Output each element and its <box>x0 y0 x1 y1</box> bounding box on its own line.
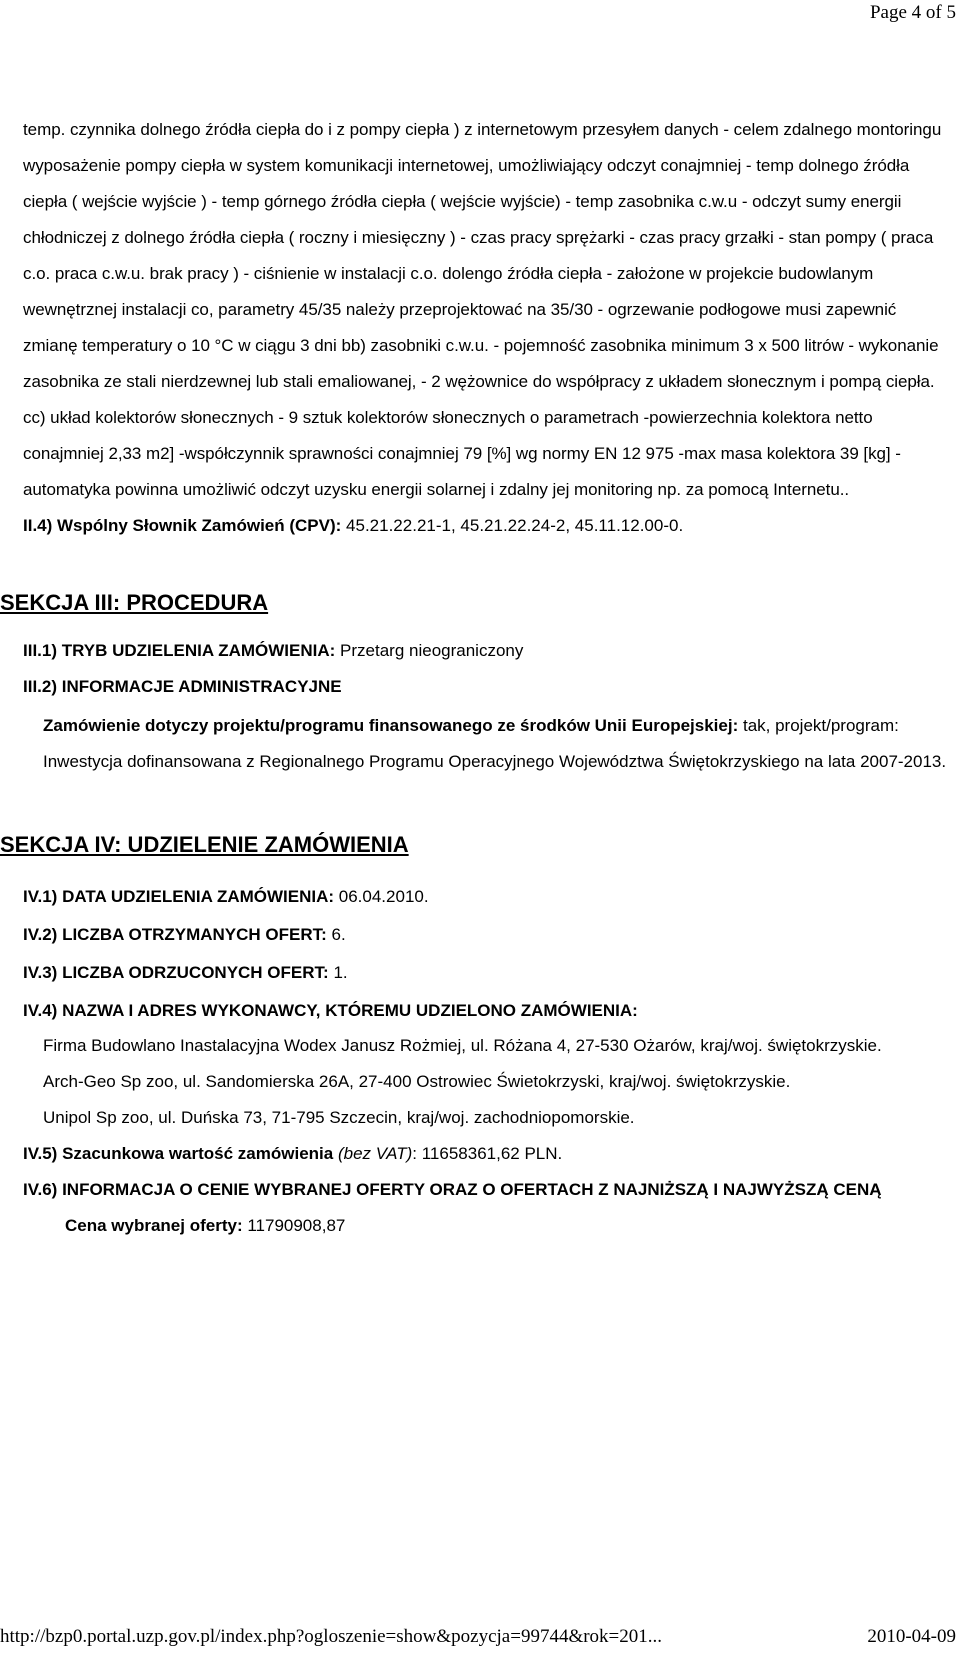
eu-funding-label: Zamówienie dotyczy projektu/programu finansowanego ze środków Unii Europejskiej: <box>43 716 739 735</box>
procedure-mode <box>23 636 948 666</box>
selected-offer-price <box>65 1208 948 1244</box>
award-date-label: IV.1) DATA UDZIELENIA ZAMÓWIENIA: <box>23 887 335 906</box>
offers-received-label: IV.2) LICZBA OTRZYMANYCH OFERT: <box>23 925 327 944</box>
admin-info-label: III.2) INFORMACJE ADMINISTRACYJNE <box>23 677 342 696</box>
section-4-title: SEKCJA IV: UDZIELENIE ZAMÓWIENIA <box>0 832 409 857</box>
estimated-value-note: (bez VAT) <box>337 1144 413 1163</box>
footer-date: 2010-04-09 <box>867 1626 956 1647</box>
specification-paragraph: temp. czynnika dolnego źródła ciepła do i z pompy ciepła ) z internetowym przesyłem danych - celem zdalnego montoringu wyposażenie pompy ciepła w system komunikacji internetowej, umożliwiający odczyt conajmniej - temp dolnego źródła ciepła ( wejście wyjście ) - temp górnego źródła ciepła ( wejście wyjście) - temp zasobnika c.w.u - odczyt sumy energii chłodniczej z dolnego źródła ciepła ( roczny i miesięczny ) - czas pracy sprężarki - czas pracy grzałki - stan pompy ( praca c.o. praca c.w.u. brak pracy ) - ciśnienie w instalacji c.o. dolengo źródła ciepła - założone w projekcie budowlanym wewnętrznej instalacji co, parametry 45/35 należy przeprojektować na 35/30 - ogrzewanie podłogowe musi zapewnić zmianę temperatury o 10 °C w ciągu 3 dni bb) zasobniki c.w.u. - pojemność zasobnika minimum 3 x 500 litrów - wykonanie zasobnika ze stali nierdzewnej lub stali emaliowanej, - 2 wężownice do współpracy z układem słonecznym i pompą ciepła. cc) układ kolektorów słonecznych - 9 sztuk kolektorów słonecznych o parametrach -powierzechnia kolektora netto conajmniej 2,33 m2] -współczynnik sprawności conajmniej 79 [%] wg normy EN 12 975 -max masa kolektora 39 [kg] -automatyka powinna umożliwić odczyt uzysku energii solarnej i zdalny jej monitoring np. za pomocą Internetu.. <box>23 120 942 499</box>
offers-received <box>23 920 948 950</box>
page-number: Page 4 of 5 <box>869 2 956 23</box>
offers-received-value: 6. <box>331 925 346 944</box>
offers-rejected-value: 1. <box>333 963 348 982</box>
award-date <box>23 882 948 912</box>
section-4 <box>0 830 948 1244</box>
offers-rejected-label: IV.3) LICZBA ODRZUCONYCH OFERT: <box>23 963 329 982</box>
document-body <box>0 112 948 1244</box>
contractor-label: IV.4) NAZWA I ADRES WYKONAWCY, KTÓREMU UDZIELONO ZAMÓWIENIA: <box>23 1001 638 1020</box>
contractor-entry: Arch-Geo Sp zoo, ul. Sandomierska 26A, 27-400 Ostrowiec Świetokrzyski, kraj/woj. świętokrzyskie. <box>43 1072 791 1091</box>
offers-rejected <box>23 958 948 988</box>
section-3-title: SEKCJA III: PROCEDURA <box>0 590 269 615</box>
cpv-line <box>23 508 948 544</box>
selected-offer-label: Cena wybranej oferty: <box>65 1216 243 1235</box>
estimated-value-label: IV.5) Szacunkowa wartość zamówienia <box>23 1144 334 1163</box>
price-info-label: IV.6) INFORMACJA O CENIE WYBRANEJ OFERTY ORAZ O OFERTACH Z NAJNIŻSZĄ I NAJWYŻSZĄ CENĄ <box>23 1180 882 1199</box>
award-date-value: 06.04.2010. <box>338 887 429 906</box>
cpv-value: 45.21.22.21-1, 45.21.22.24-2, 45.11.12.00-0. <box>346 516 684 535</box>
print-footer <box>0 1626 956 1648</box>
contractor-entry: Firma Budowlano Inastalacyjna Wodex Janusz Rożmiej, ul. Różana 4, 27-530 Ożarów, kraj/woj. świętokrzyskie. <box>43 1036 882 1055</box>
eu-funding <box>43 708 948 780</box>
estimated-value <box>23 1136 948 1172</box>
selected-offer-value: 11790908,87 <box>247 1216 346 1235</box>
cpv-label: II.4) Wspólny Słownik Zamówień (CPV): <box>23 516 342 535</box>
contractor-entry: Unipol Sp zoo, ul. Duńska 73, 71-795 Szczecin, kraj/woj. zachodniopomorskie. <box>43 1108 635 1127</box>
eu-funding-value: tak, projekt/program: Inwestycja dofinansowana z Regionalnego Programu Operacyjnego Województwa Świętokrzyskiego na lata 2007-2013. <box>43 716 947 771</box>
estimated-value-amount: : 11658361,62 PLN. <box>412 1144 563 1163</box>
section-3 <box>0 588 948 780</box>
procedure-mode-value: Przetarg nieograniczony <box>340 641 524 660</box>
footer-url: http://bzp0.portal.uzp.gov.pl/index.php?ogloszenie=show&pozycja=99744&rok=201... <box>0 1626 663 1647</box>
procedure-mode-label: III.1) TRYB UDZIELENIA ZAMÓWIENIA: <box>23 641 336 660</box>
